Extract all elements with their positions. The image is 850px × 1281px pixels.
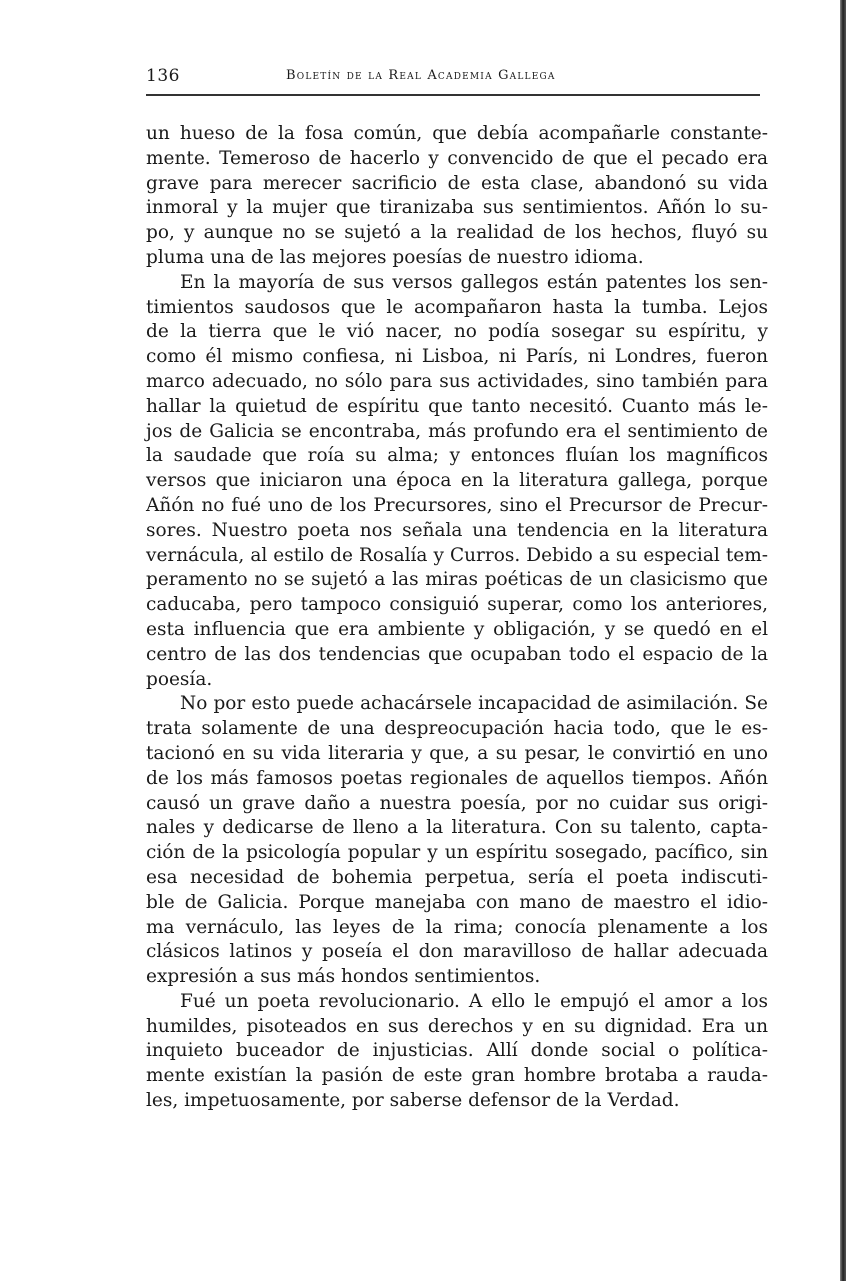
- text-line: ción de la psicología popular y un espíritu sosegado, pacífico, sin: [146, 842, 768, 864]
- text-line: expresión a sus más hondos sentimientos.: [146, 966, 541, 988]
- text-line: po, y aunque no se sujetó a la realidad de los hechos, fluyó su: [146, 222, 768, 244]
- text-line: inmoral y la mujer que tiranizaba sus sentimientos. Añón lo su-: [146, 197, 768, 219]
- text-line: de los más famosos poetas regionales de aquellos tiempos. Añón: [146, 767, 768, 789]
- text-line: Añón no fué uno de los Precursores, sino el Precursor de Precur-: [146, 494, 768, 516]
- text-line: humildes, pisoteados en sus derechos y en su dignidad. Era un: [146, 1015, 768, 1037]
- text-line: centro de las dos tendencias que ocupaban todo el espacio de la: [146, 643, 768, 665]
- text-line: versos que iniciaron una época en la literatura gallega, porque: [146, 470, 768, 492]
- text-line: ble de Galicia. Porque manejaba con mano de maestro el idio-: [146, 891, 768, 913]
- text-line: un hueso de la fosa común, que debía acompañarle constante-: [146, 123, 768, 144]
- text-line: causó un grave daño a nuestra poesía, por no cuidar sus origi-: [146, 792, 768, 814]
- text-line: mente existían la pasión de este gran hombre brotaba a rauda-: [146, 1065, 768, 1087]
- running-title: Boletín de la Real Academia Gallega: [286, 68, 556, 83]
- body-text: [146, 122, 768, 1114]
- text-line: trata solamente de una despreocupación hacia todo, que le es-: [146, 718, 768, 740]
- text-line: marco adecuado, no sólo para sus actividades, sino también para: [146, 370, 768, 392]
- text-line: les, impetuosamente, por saberse defensor de la Verdad.: [146, 1090, 680, 1112]
- text-line: Fué un poeta revolucionario. A ello le empujó el amor a los: [180, 990, 768, 1012]
- page-header: [146, 62, 760, 92]
- page-number: 136: [146, 66, 180, 86]
- text-line: jos de Galicia se encontraba, más profundo era el sentimiento de: [146, 420, 768, 442]
- page-edge-shadow: [840, 0, 846, 1281]
- text-line: grave para merecer sacrificio de esta clase, abandonó su vida: [146, 172, 768, 194]
- text-line: clásicos latinos y poseía el don maravilloso de hallar adecuada: [146, 941, 768, 963]
- text-line: vernácula, al estilo de Rosalía y Curros. Debido a su especial tem-: [146, 544, 768, 566]
- text-line: como él mismo confiesa, ni Lisboa, ni París, ni Londres, fueron: [146, 346, 768, 368]
- text-line: No por esto puede achacársele incapacidad de asimilación. Se: [180, 693, 768, 715]
- text-line: inquieto buceador de injusticias. Allí donde social o política-: [146, 1040, 768, 1062]
- text-line: nales y dedicarse de lleno a la literatura. Con su talento, capta-: [146, 817, 768, 839]
- text-line: esa necesidad de bohemia perpetua, sería el poeta indiscuti-: [146, 866, 768, 888]
- text-line: hallar la quietud de espíritu que tanto necesitó. Cuanto más le-: [146, 395, 768, 417]
- text-line: caducaba, pero tampoco consiguió superar, como los anteriores,: [146, 594, 768, 616]
- text-line: mente. Temeroso de hacerlo y convencido de que el pecado era: [146, 147, 768, 169]
- text-line: poesía.: [146, 668, 213, 690]
- header-rule: [146, 94, 760, 96]
- text-line: de la tierra que le vió nacer, no podía sosegar su espíritu, y: [146, 321, 768, 343]
- text-line: ma vernáculo, las leyes de la rima; conocía plenamente a los: [146, 916, 768, 938]
- text-line: pluma una de las mejores poesías de nuestro idioma.: [146, 246, 644, 268]
- text-line: En la mayoría de sus versos gallegos están patentes los sen-: [180, 271, 768, 293]
- text-line: peramento no se sujetó a las miras poéticas de un clasicismo que: [146, 569, 768, 591]
- text-line: tacionó en su vida literaria y que, a su pesar, le convirtió en uno: [146, 742, 768, 764]
- text-line: timientos saudosos que le acompañaron hasta la tumba. Lejos: [146, 296, 768, 318]
- text-line: la saudade que roía su alma; y entonces fluían los magníficos: [146, 445, 768, 467]
- text-line: esta influencia que era ambiente y obligación, y se quedó en el: [146, 618, 768, 640]
- text-line: sores. Nuestro poeta nos señala una tendencia en la literatura: [146, 519, 768, 541]
